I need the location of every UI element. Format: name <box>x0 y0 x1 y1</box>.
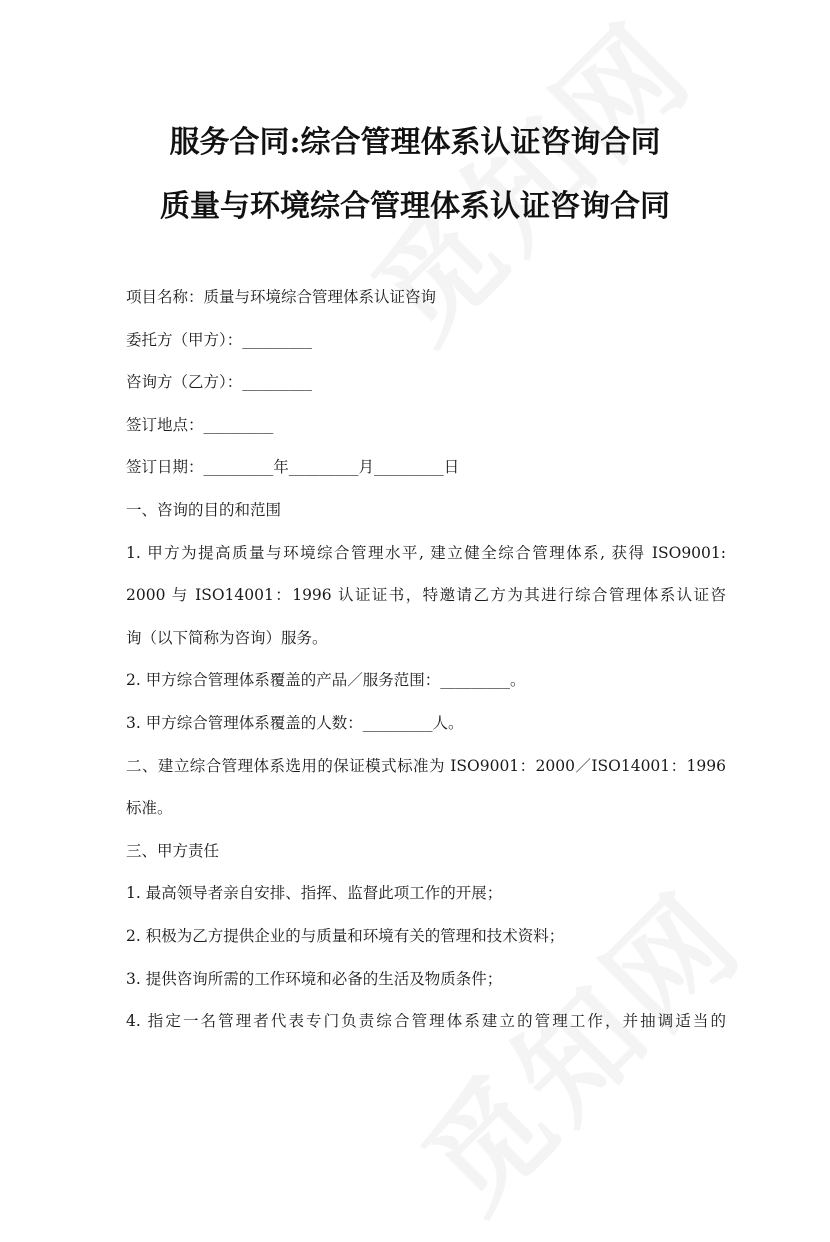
clause-1-2-line: 2. 甲方综合管理体系覆盖的产品／服务范围：_________。 <box>126 671 526 690</box>
project-name-line: 项目名称：质量与环境综合管理体系认证咨询 <box>126 288 437 306</box>
signing-place-line: 签订地点：_________ <box>126 415 274 434</box>
clause-1-1-line-2: 2000 与 ISO14001：1996 认证证书，特邀请乙方为其进行综合管理体系认证咨 <box>126 586 726 605</box>
document-title: 服务合同:综合管理体系认证咨询合同 <box>169 125 661 160</box>
clause-1-3-line: 3. 甲方综合管理体系覆盖的人数：_________人。 <box>126 713 464 732</box>
document-subtitle: 质量与环境综合管理体系认证咨询合同 <box>160 189 670 224</box>
clause-1-1-line-1: 1. 甲方为提高质量与环境综合管理水平, 建立健全综合管理体系, 获得 ISO9001: <box>126 543 726 562</box>
section-heading-2-line-2: 标准。 <box>126 799 173 818</box>
section-heading-3: 三、甲方责任 <box>126 841 220 860</box>
clause-3-4-line: 4. 指定一名管理者代表专门负责综合管理体系建立的管理工作，并抽调适当的 <box>126 1012 726 1031</box>
signing-date-line: 签订日期：_________年_________月_________日 <box>126 458 460 477</box>
clause-3-2-line: 2. 积极为乙方提供企业的与质量和环境有关的管理和技术资料； <box>126 926 565 945</box>
party-a-line: 委托方（甲方）：_________ <box>126 330 313 349</box>
clause-1-1-line-3: 询（以下简称为咨询）服务。 <box>126 628 328 647</box>
document-body <box>126 284 726 1051</box>
section-heading-2-line-1: 二、建立综合管理体系选用的保证模式标准为 ISO9001：2000／ISO14001：1996 <box>126 756 726 775</box>
clause-3-1-line: 1. 最高领导者亲自安排、指挥、监督此项工作的开展； <box>126 884 503 903</box>
clause-3-3-line: 3. 提供咨询所需的工作环境和必备的生活及物质条件； <box>126 969 503 988</box>
party-b-line: 咨询方（乙方）：_________ <box>126 373 313 392</box>
section-heading-1: 一、咨询的目的和范围 <box>126 500 282 519</box>
